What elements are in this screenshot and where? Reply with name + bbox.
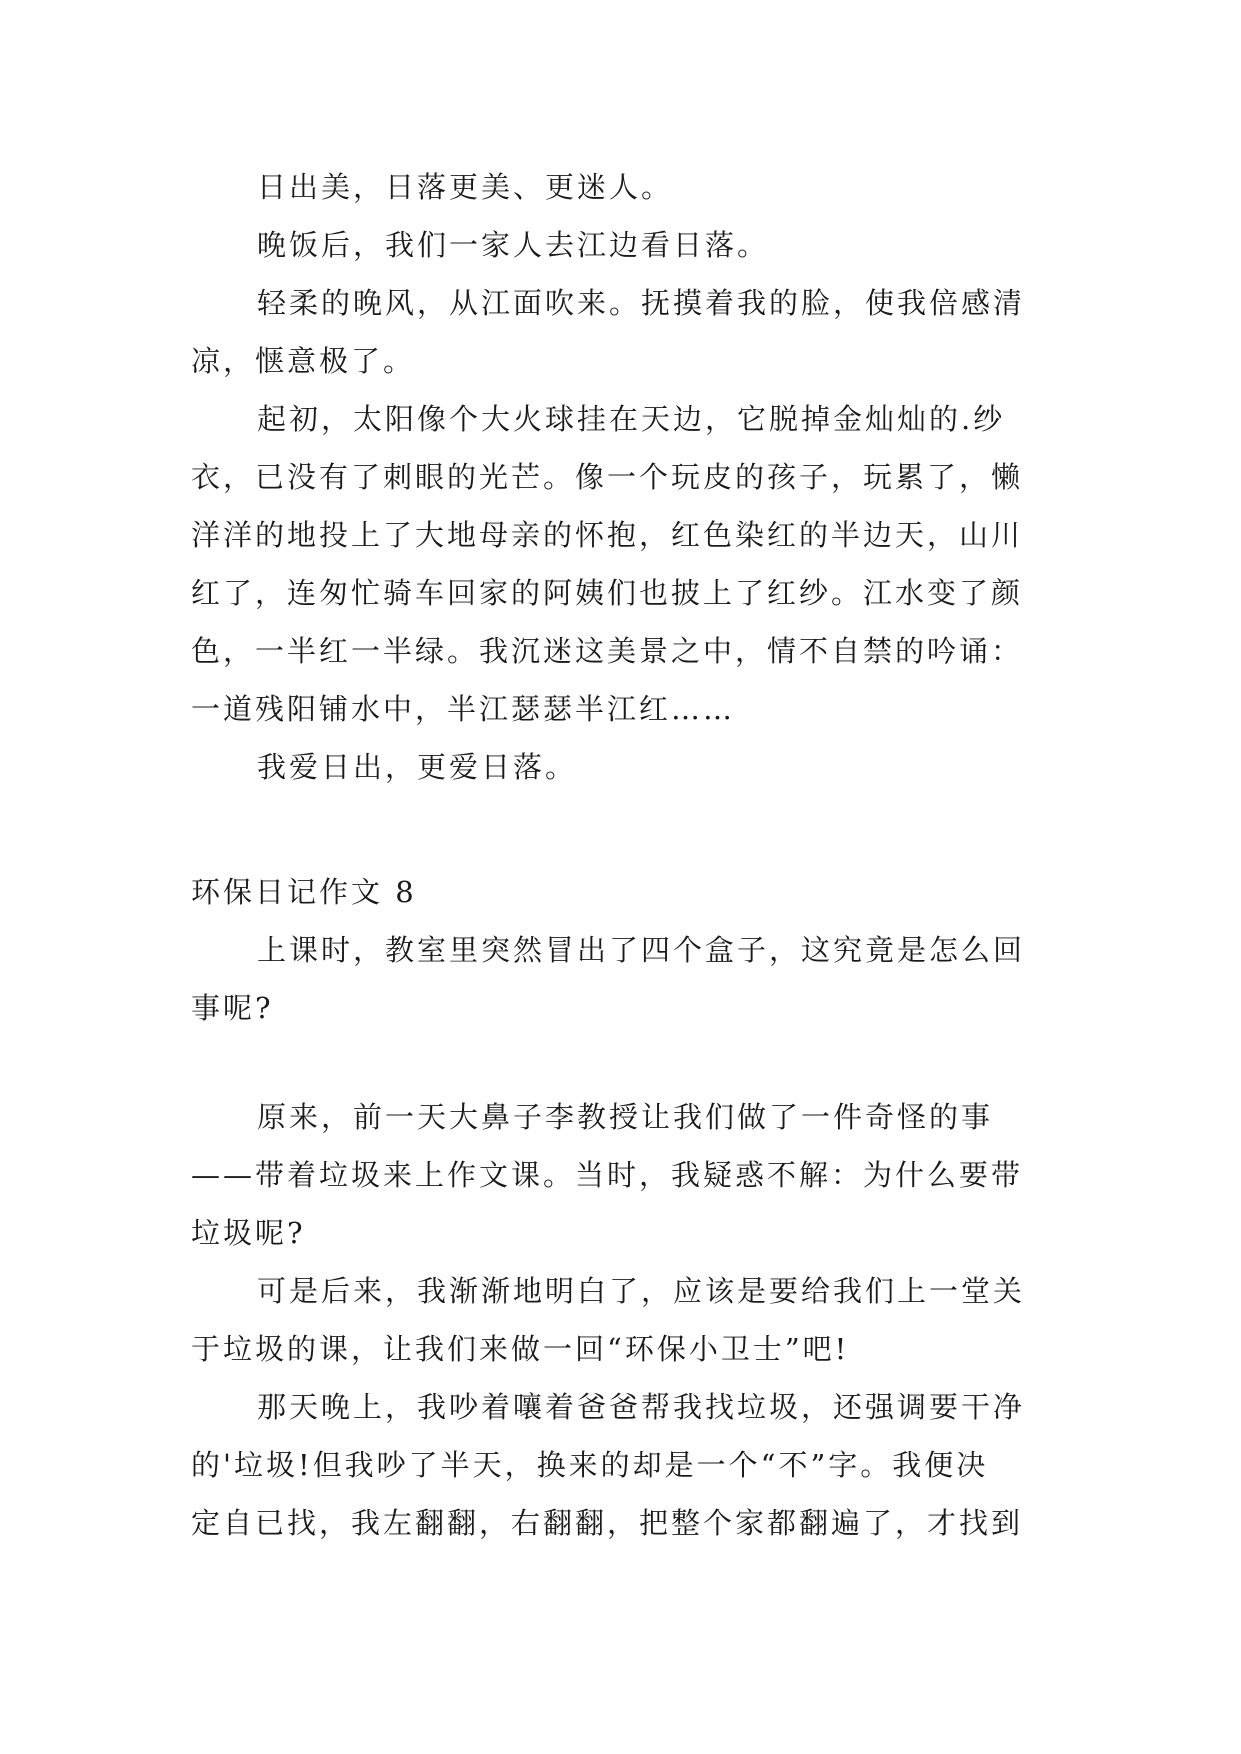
- essay-title-section: [191, 863, 1049, 1037]
- text-line: 上课时，教室里突然冒出了四个盒子，这究竟是怎么回: [257, 933, 1026, 967]
- text-line: 定自已找，我左翻翻，右翻翻，把整个家都翻遍了，才找到: [191, 1506, 1024, 1540]
- text-line: 原来，前一天大鼻子李教授让我们做了一件奇怪的事: [257, 1100, 994, 1134]
- text-line: 色，一半红一半绿。我沉迷这美景之中，情不自禁的吟诵：: [191, 634, 1024, 668]
- text-line: 于垃圾的课，让我们来做一回“环保小卫士”吧!: [191, 1332, 850, 1366]
- text-line: 红了，连匆忙骑车回家的阿姨们也披上了红纱。江水变了颜: [191, 576, 1024, 610]
- text-line: 垃圾呢?: [191, 1216, 306, 1250]
- text-line: 起初，太阳像个大火球挂在天边，它脱掉金灿灿的.纱: [257, 402, 1006, 436]
- text-line: ——带着垃圾来上作文课。当时，我疑惑不解：为什么要带: [191, 1158, 1024, 1192]
- text-line: 那天晚上，我吵着嚷着爸爸帮我找垃圾，还强调要干净: [257, 1390, 1026, 1424]
- text-line: 的'垃圾!但我吵了半天，换来的却是一个“不”字。我便决: [191, 1448, 989, 1482]
- text-line: 日出美，日落更美、更迷人。: [257, 170, 674, 204]
- essay-body-section: [191, 1088, 1049, 1552]
- text-line: 可是后来，我渐渐地明白了，应该是要给我们上一堂关: [257, 1274, 1026, 1308]
- sunset-paragraphs: [191, 158, 1049, 796]
- text-line: 一道残阳铺水中，半江瑟瑟半江红……: [191, 692, 736, 726]
- text-line: 事呢?: [191, 991, 274, 1025]
- text-line: 洋洋的地投上了大地母亲的怀抱，红色染红的半边天，山川: [191, 518, 1024, 552]
- text-line: 衣，已没有了刺眼的光芒。像一个玩皮的孩子，玩累了，懒: [191, 460, 1024, 494]
- text-line: 环保日记作文 8: [191, 875, 417, 909]
- text-line: 我爱日出，更爱日落。: [257, 750, 578, 784]
- text-line: 晚饭后，我们一家人去江边看日落。: [257, 228, 770, 262]
- text-line: 凉，惬意极了。: [191, 344, 416, 378]
- text-line: 轻柔的晚风，从江面吹来。抚摸着我的脸，使我倍感清: [257, 286, 1026, 320]
